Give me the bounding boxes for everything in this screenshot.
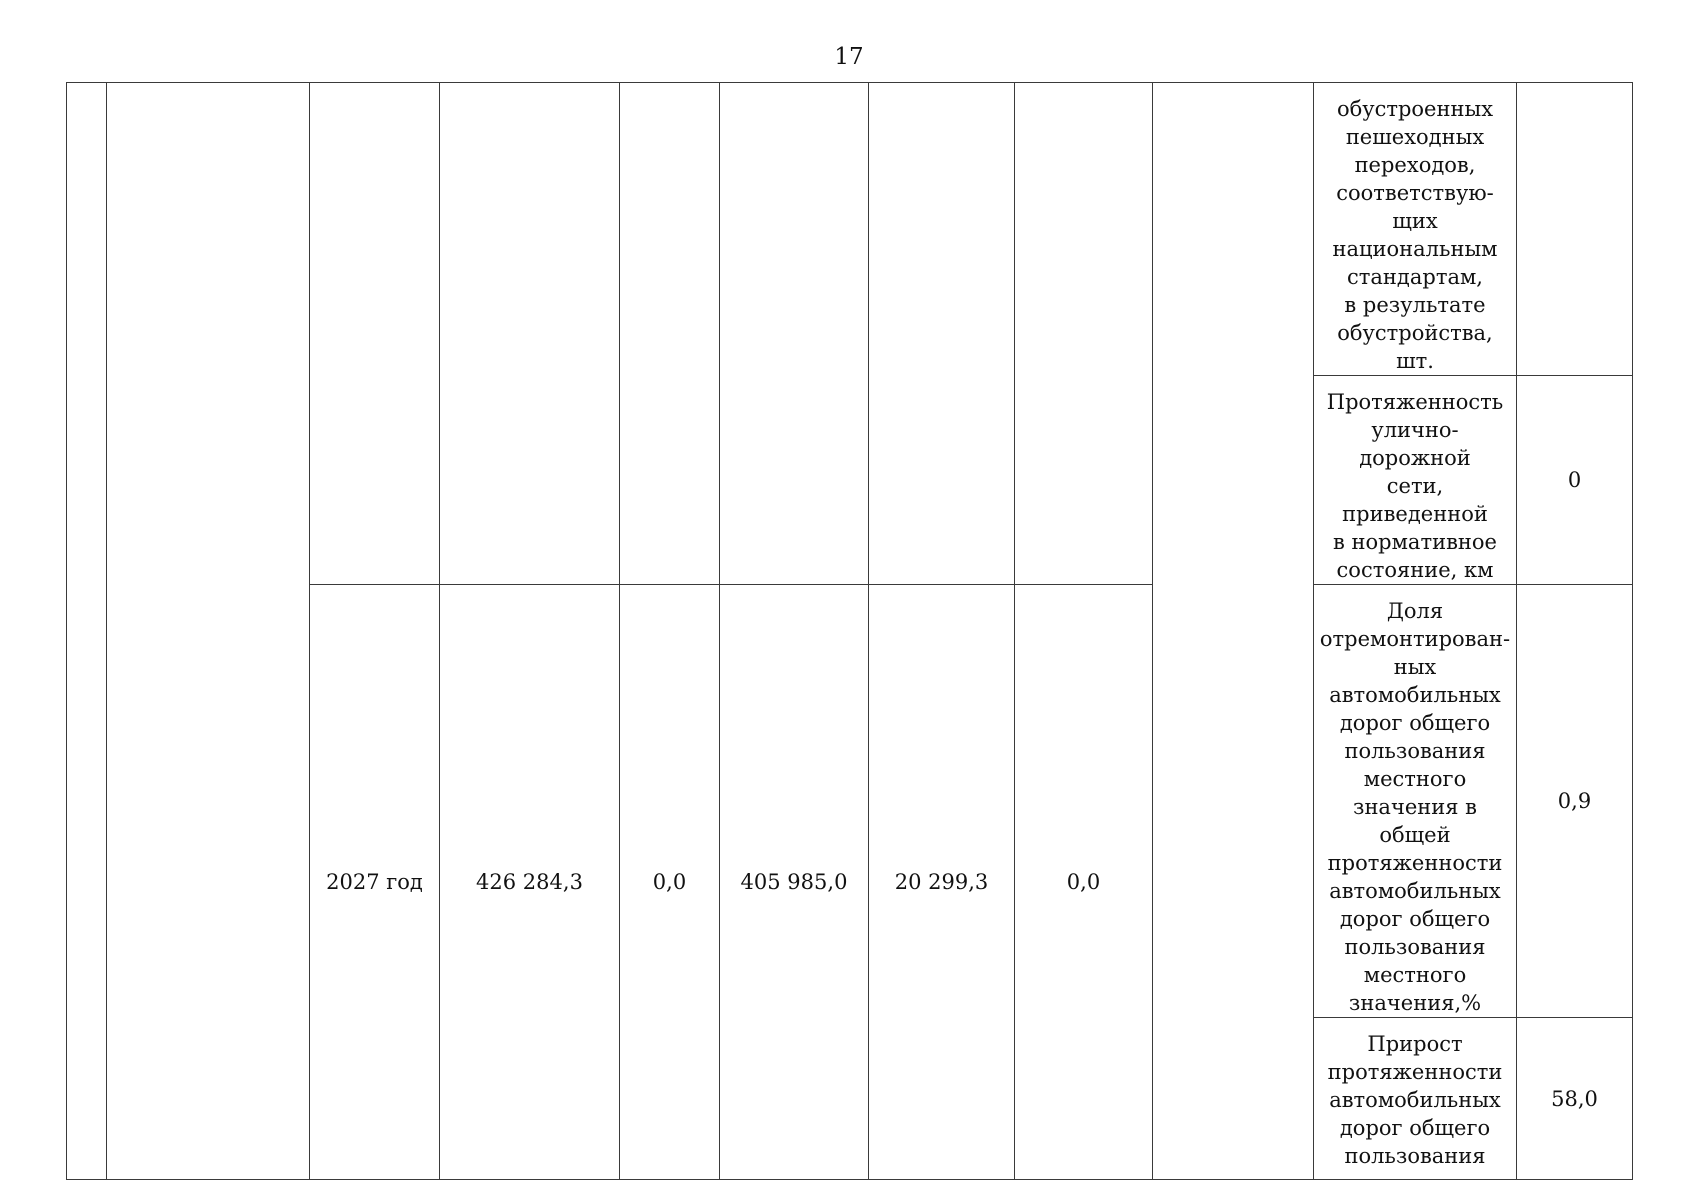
page-number: 17 [834,44,864,70]
prev-col-a-cell [620,83,720,585]
year-cell: 2027 год [310,585,440,1180]
executor-cell [1153,83,1314,1180]
col-d-cell: 0,0 [1015,585,1153,1180]
indicator-text: обустроенных пешеходных переходов, соответствую- щих национальным стандартам, в результате обустройства, шт. [1314,83,1517,376]
indicator-value [1517,83,1633,376]
indicator-value: 0 [1517,376,1633,585]
indicator-value: 0,9 [1517,585,1633,1018]
total-cell: 426 284,3 [440,585,620,1180]
col-c-cell: 20 299,3 [869,585,1015,1180]
indicator-text: Доля отремонтирован- ных автомобильных дорог общего пользования местного значения в общей протяженности автомобильных дорог общего пользования местного значения,% [1314,585,1517,1018]
prev-col-b-cell [720,83,869,585]
number-cell [67,83,107,1180]
prev-col-c-cell [869,83,1015,585]
prev-col-d-cell [1015,83,1153,585]
name-cell [107,83,310,1180]
col-a-cell: 0,0 [620,585,720,1180]
prev-year-cell [310,83,440,585]
indicator-value: 58,0 [1517,1018,1633,1180]
table-row [67,83,1633,376]
program-table [66,82,1633,1180]
indicator-text: Протяженность улично-дорожной сети, приведенной в нормативное состояние, км [1314,376,1517,585]
indicator-text: Прирост протяженности автомобильных дорог общего пользования [1314,1018,1517,1180]
prev-total-cell [440,83,620,585]
col-b-cell: 405 985,0 [720,585,869,1180]
